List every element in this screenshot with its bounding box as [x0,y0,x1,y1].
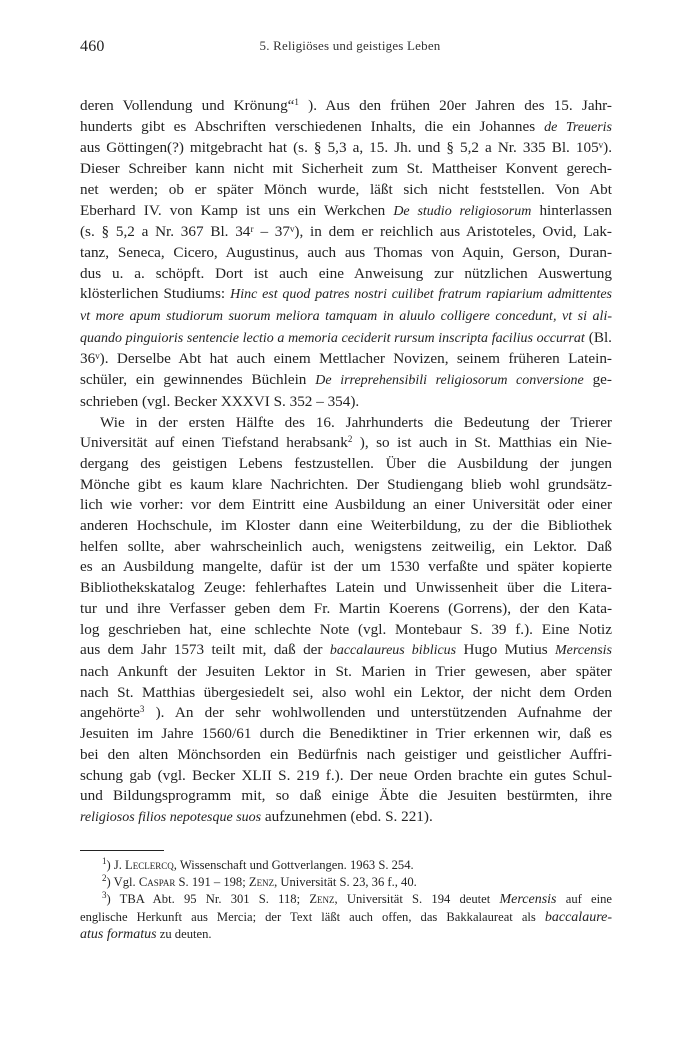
text-line: es an Ausbildung mangelte, dafür ist der um 1530 verfaßte und später kopierte [80,558,612,576]
running-head: 5. Religiöses und geistiges Leben [259,38,441,53]
italic-citation: baccalaure- [544,909,612,925]
main-text [80,96,612,829]
footnote-mark: 2 [102,873,107,884]
text-line: 36ᵛ). Derselbe Abt hat auch einem Mettlacher Novizen, seinem früheren Latein- [80,350,612,368]
text-line: log geschrieben hat, eine schlechte Note (vgl. Montebaur S. 39 f.). Eine Notiz [80,620,612,638]
italic-citation: atus formatus [80,926,157,942]
text-line: bei den alten Mönchsorden ein Bedürfnis nach geistiger und geistlicher Auffri- [80,745,612,763]
text-line: deren Vollendung und Krönung“$^1$ ). Aus den frühen 20er Jahren des 15. Jahr- [80,97,612,114]
footnote-ref: 1 [294,97,299,107]
footnote-ref: 2 [347,434,353,445]
footnote-mark: 1 [102,856,107,866]
text-line: schüler, ein gewinnendes Büchlein De irreprehensibili religiosorum conversione ge- [80,371,612,389]
text-line: net werden; ob er später Mönch wurde, läßt sich nicht feststellen. Von Abt [80,180,612,198]
page-number: 460 [80,38,105,55]
footnote-line: englische Herkunft aus Mercia; der Text läßt auch offen, das Bakkalaureat als baccalaure- [80,909,612,925]
author-name: Zenz [248,875,275,890]
footnote-ref: 3 [139,704,145,715]
text-line: schrieben (vgl. Becker XXXVI S. 352 – 354). [80,392,360,410]
italic-citation: vt more apum studiorum suorum meliora tamquam in aluulo colligere concedunt, vt si ali- [80,309,612,325]
text-line: aus dem Jahr 1573 teilt mit, daß der baccalaureus biblicus Hugo Mutius Mercensis [80,641,613,659]
italic-citation: baccalaureus biblicus [329,643,457,659]
italic-citation: religiosos filios nepotesque suos [80,809,262,825]
text-line: schung gab (vgl. Becker XLII S. 219 f.). Der neue Orden brachte ein gutes Schul- [80,766,612,784]
text-line: religiosos filios nepotesque suos aufzunehmen (ebd. S. 221). [80,807,433,825]
footnote-line: $^2$) Vgl. Caspar S. 191 – 198; Zenz, Universität S. 23, 36 f., 40. [102,873,417,890]
text-line: und Bildungsprogramm mit, so daß einige Äbte die Jesuiten bestürmten, ihre [80,787,612,805]
text-line: Mönche gibt es kaum klare Nachrichten. Der Studiengang blieb wohl grundsätz- [80,475,612,493]
text-line: nach Ankunft der Jesuiten Lektor in St. Marien in Trier gewesen, aber später [80,662,612,680]
text-line [80,306,612,328]
italic-citation: Hinc est quod patres nostri cuilibet fratrum rapiarium admittentes [230,287,613,303]
footnote-line: $^1$) J. Leclercq, Wissenschaft und Gottverlangen. 1963 S. 254. [102,856,414,872]
footnote-rule [80,850,164,851]
text-line: aus Göttingen(?) mitgebracht hat (s. § 5,3 a, 15. Jh. und § 5,2 a Nr. 335 Bl. 105ᵛ). [80,139,612,157]
text-line: dergang des geistigen Lebens festzustellen. Über die Ausbildung der jungen [80,454,612,472]
text-line: tanz, Seneca, Cicero, Augustinus, auch aus Thomas von Aquin, Gerson, Duran- [80,243,612,261]
author-name: Caspar [138,875,176,890]
italic-citation: Mercensis [554,643,613,659]
text-line: klösterlichen Studiums: Hinc est quod patres nostri cuilibet fratrum rapiarium admittentes [80,285,613,303]
text-line: Jesuiten im Jahre 1560/61 durch die Benediktiner in Trier erkennen wir, daß es [80,725,612,743]
author-name: Leclercq [125,858,174,872]
text-line: nach St. Matthias übergesiedelt sei, also wohl ein Lektor, der nicht dem Orden [80,683,612,701]
footnote-line: $^3$) TBA Abt. 95 Nr. 301 S. 118; Zenz, Universität S. 194 deutet Mercensis auf eine [102,890,612,908]
text-line: angehörte$^3$ ). An der sehr wohlwollenden und unterstützenden Aufnahme der [80,704,612,722]
text-line: Wie in der ersten Hälfte des 16. Jahrhunderts die Bedeutung der Trierer [100,413,612,431]
italic-citation: de Treueris [544,119,613,135]
author-name: Zenz [309,892,335,907]
italic-citation: quando pinguioris sentencie lectio a memoria ceciderit rursum inscripta facilius occurrat [80,330,585,346]
text-line: hunderts gibt es Abschriften verschiedenen Inhalts, die ein Johannes de Treueris [80,117,613,135]
text-line: (s. § 5,2 a Nr. 367 Bl. 34ʳ – 37ᵛ), in dem er reichlich aus Aristoteles, Ovid, Lak- [80,223,612,241]
text-line: quando pinguioris sentencie lectio a memoria ceciderit rursum inscripta facilius occurrat (Bl. [80,328,612,346]
text-line: lich wie vorher: vor dem Eintritt eine Ausbildung an einer Universität oder einer [80,496,612,514]
footnote-mark: 3 [102,890,107,901]
text-line: anderen Hochschule, im Kloster dann eine Weiterbildung, zu der die Bibliothek [80,517,612,535]
footnotes [80,857,612,943]
text-line: tur und ihre Verfasser geben dem Fr. Martin Koerens (Gorrens), der den Kata- [80,599,612,617]
italic-citation: Mercensis [499,892,557,908]
italic-citation: De irreprehensibili religiosorum conversione [315,373,584,389]
footnote-line: atus formatus zu deuten. [80,926,212,942]
text-line: Bibliothekskatalog Zeuge: fehlerhaftes Latein und Unwissenheit über die Litera- [80,579,612,597]
text-line: helfen sollte, aber wahrscheinlich auch, wenigstens zeitweilig, ein Lektor. Daß [80,537,612,555]
italic-citation: De studio religiosorum [393,203,532,219]
text-line: Dieser Schreiber kann nicht mit Sicherheit zum St. Mattheiser Konvent gerech- [80,160,612,178]
text-line: dus u. a. schöpft. Dort ist auch eine Anweisung zur nützlichen Auswertung [80,264,612,282]
text-line: Eberhard IV. von Kamp ist uns ein Werkchen De studio religiosorum hinterlassen [80,201,613,219]
text-line: Universität auf einen Tiefstand herabsank$^2$ ), so ist auch in St. Matthias ein Nie- [80,434,612,452]
